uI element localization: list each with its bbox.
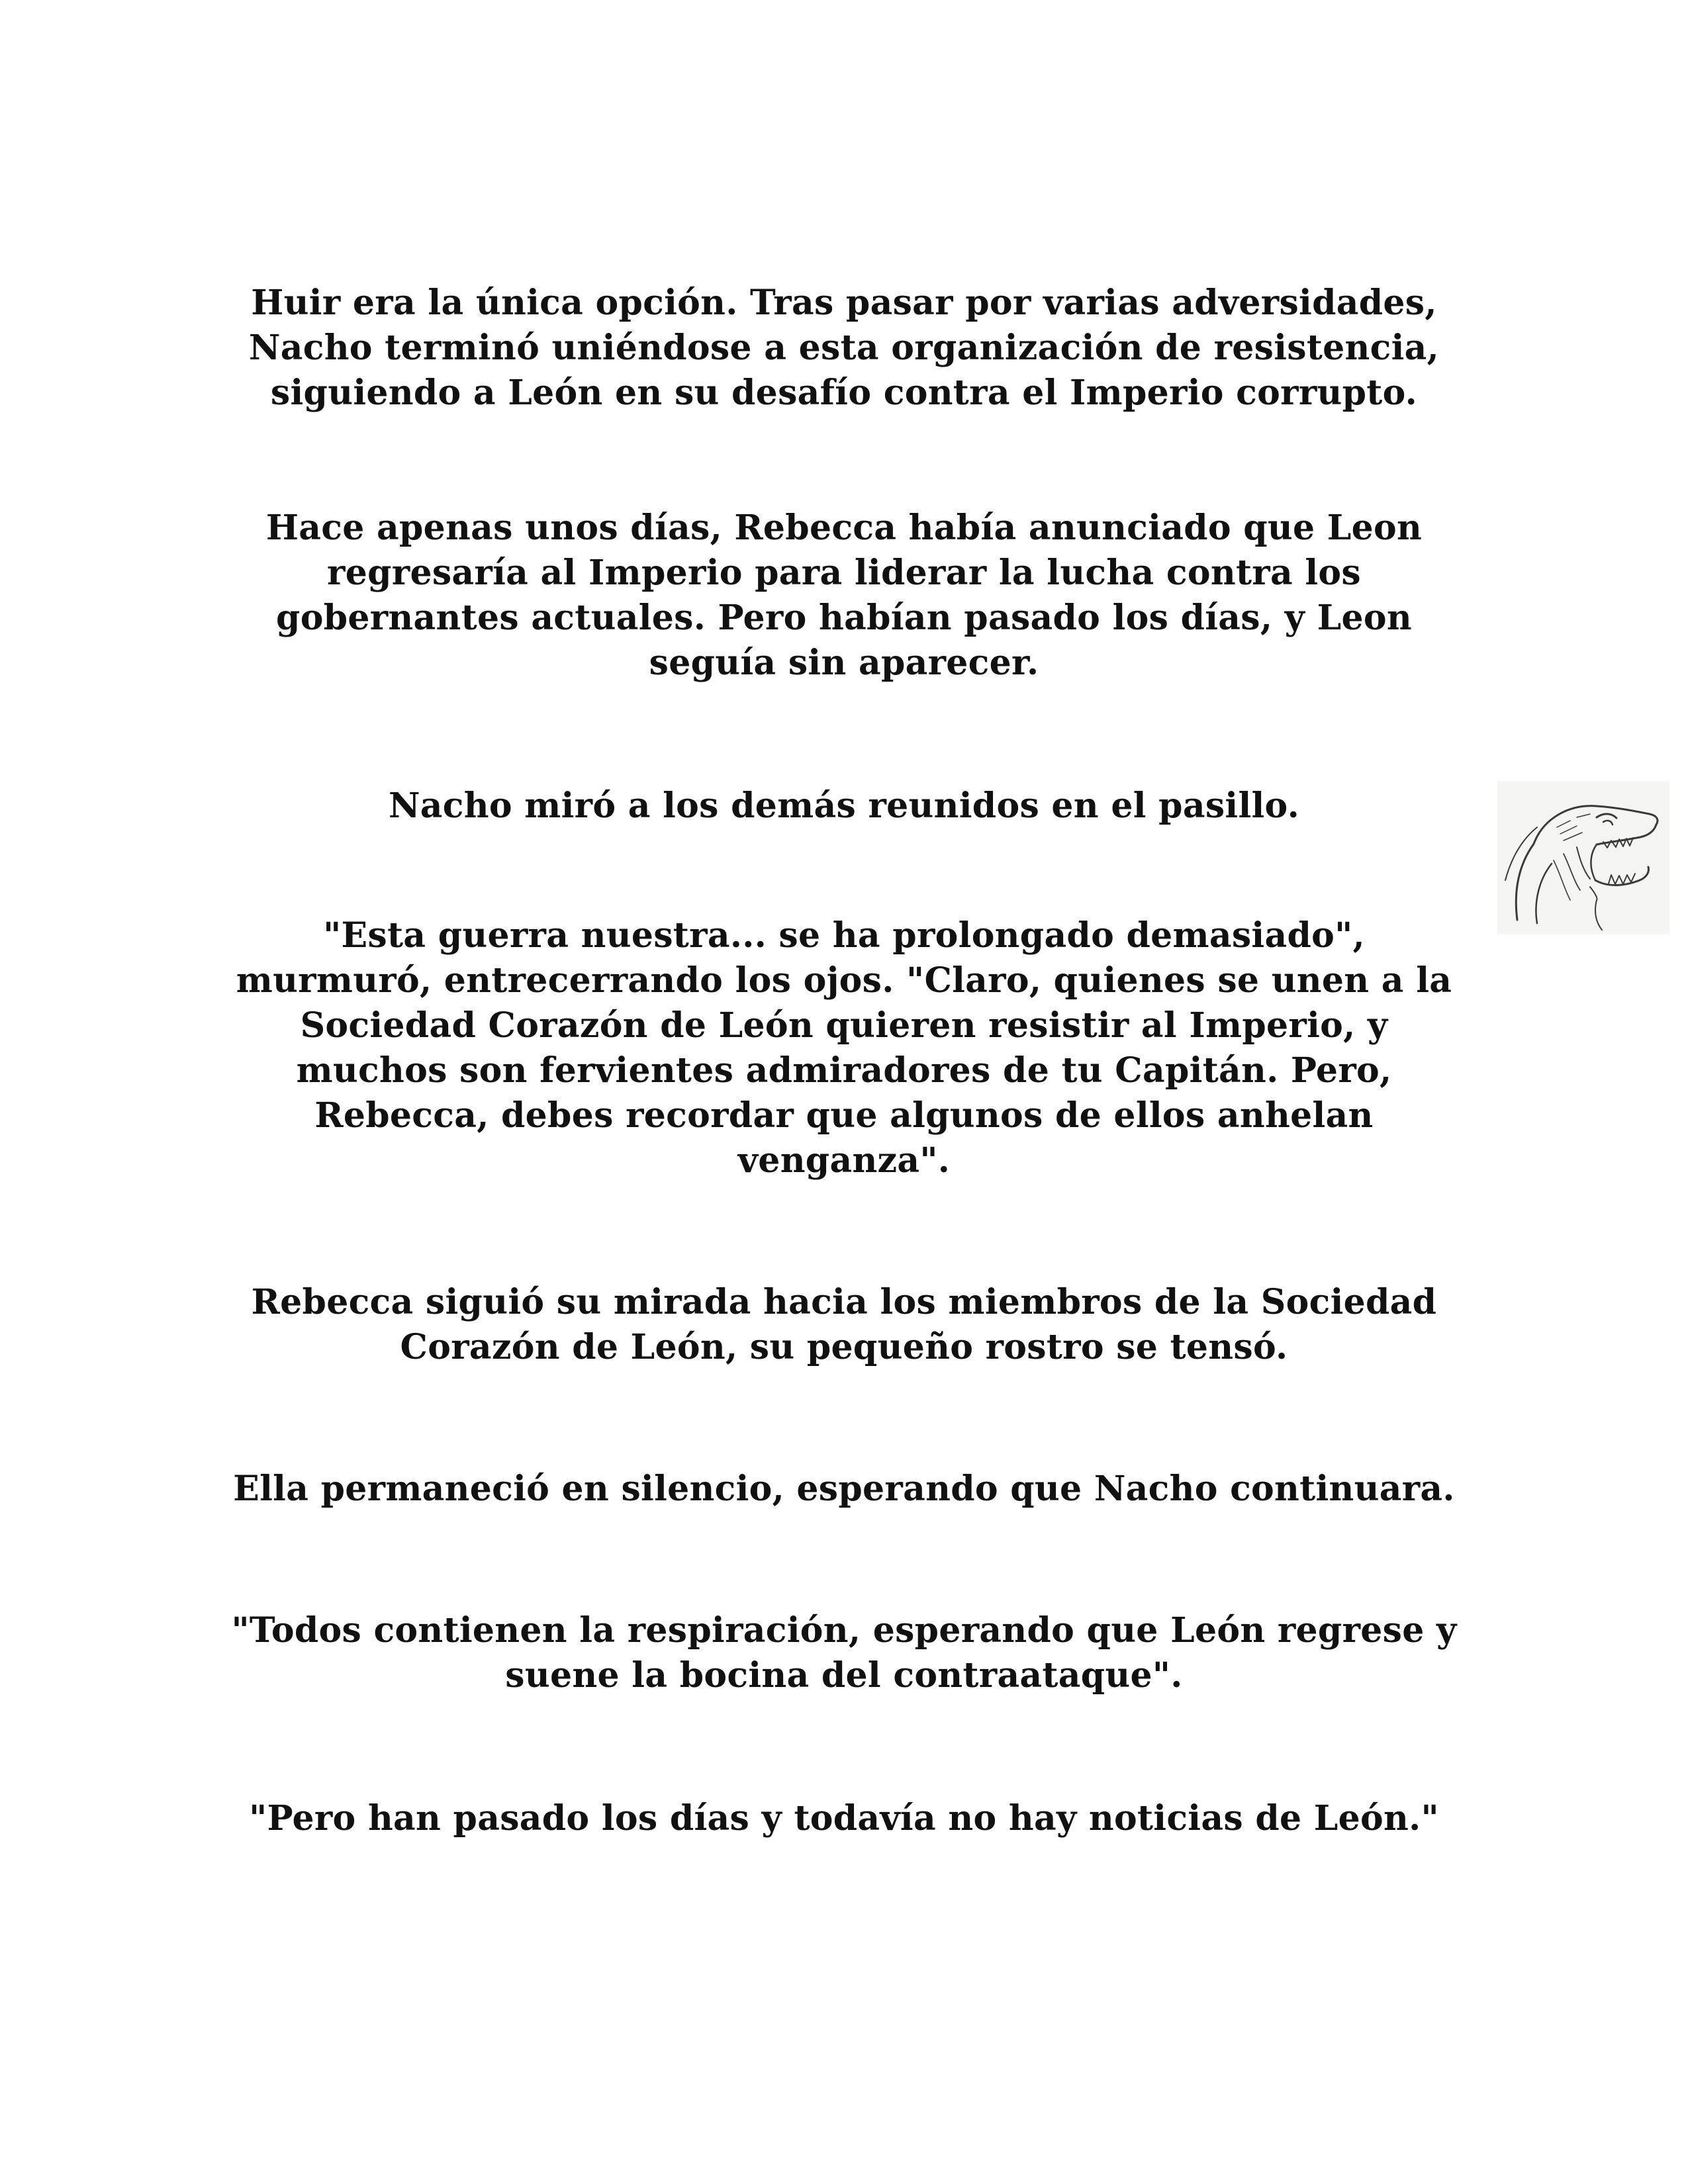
story-text [225, 281, 1463, 1841]
paragraph-4: "Esta guerra nuestra... se ha prolongado demasiado", murmuró, entrecerrando los ojos. "Claro, quienes se unen a la Sociedad Corazón de León quieren resistir al Imperio, y muchos son fervientes admiradores de tu Capitán. Pero, Rebecca, debes recordar que algunos de ellos anhelan venganza". [236, 915, 1452, 1181]
paragraph-2: Hace apenas unos días, Rebecca había anunciado que Leon regresaría al Imperio para liderar la lucha contra los gobernantes actuales. Pero habían pasado los días, y Leon seguía sin aparecer. [265, 508, 1423, 683]
paragraph-7: "Todos contienen la respiración, esperando que León regrese y suene la bocina del contraataque". [231, 1610, 1457, 1696]
paragraph-3: Nacho miró a los demás reunidos en el pasillo. [388, 786, 1300, 826]
paragraph-5: Rebecca siguió su mirada hacia los miembros de la Sociedad Corazón de León, su pequeño rostro se tensó. [251, 1282, 1437, 1367]
paragraph-1: Huir era la única opción. Tras pasar por varias adversidades, Nacho terminó uniéndose a esta organización de resistencia, siguiendo a León en su desafío contra el Imperio corrupto. [248, 283, 1440, 413]
dinosaur-head-sketch-icon [1497, 781, 1669, 934]
paragraph-6: Ella permaneció en silencio, esperando que Nacho continuara. [233, 1469, 1455, 1509]
paragraph-8: "Pero han pasado los días y todavía no hay noticias de León." [249, 1798, 1439, 1839]
